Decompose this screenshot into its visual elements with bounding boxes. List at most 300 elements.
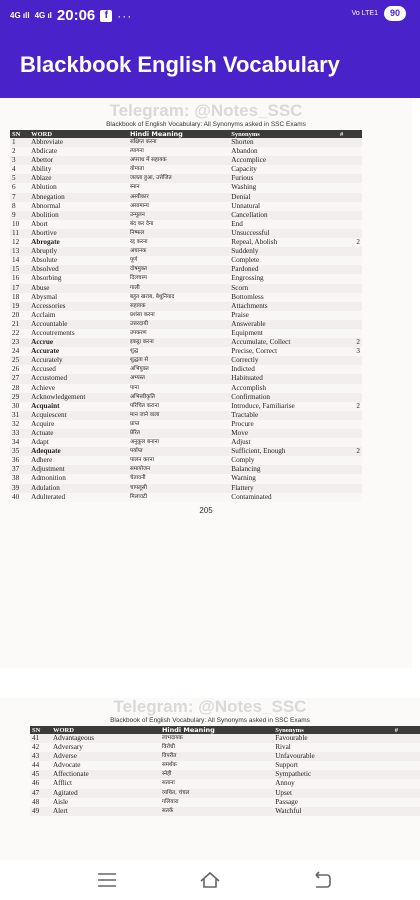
row-synonyms: Complete <box>231 256 260 265</box>
row-sn: 48 <box>32 797 40 806</box>
row-hindi-meaning: प्रशंसा करना <box>129 311 155 318</box>
row-hindi-meaning: पूर्ण <box>129 257 138 264</box>
row-word: Adulation <box>31 483 60 492</box>
row-hindi-meaning: लाभदायक <box>161 735 183 741</box>
row-word: Affectionate <box>52 770 89 779</box>
row-word: Acquiescent <box>31 410 67 419</box>
row-hindi-meaning: बंद कर देना <box>129 220 154 227</box>
row-hindi-meaning: परिचित कराना <box>129 402 159 409</box>
row-sn: 20 <box>12 310 20 319</box>
row-sn: 45 <box>32 770 40 779</box>
row-sn: 40 <box>12 492 20 501</box>
page-subtitle: Blackbook of English Vocabulary: All Synonyms asked in SSC Exams <box>110 717 310 724</box>
row-synonyms: Upset <box>275 788 292 797</box>
row-word: Accoutrements <box>31 328 75 337</box>
row-count <box>338 284 362 293</box>
row-word: Ablution <box>31 183 57 192</box>
table-row <box>10 484 362 493</box>
row-sn: 38 <box>12 474 20 483</box>
row-synonyms: Introduce, Familiarise <box>231 401 295 410</box>
row-synonyms: Accomplice <box>231 156 267 165</box>
row-sn: 23 <box>12 338 20 347</box>
row-synonyms: Pardoned <box>231 265 259 274</box>
row-synonyms: Praise <box>231 310 249 319</box>
row-synonyms: Engrossing <box>231 274 264 283</box>
table-row <box>10 183 362 192</box>
table-row <box>10 374 362 383</box>
row-hindi-meaning: समर्थक <box>161 762 177 769</box>
row-count <box>338 456 362 465</box>
header-count: # <box>340 130 344 138</box>
row-word: Advocate <box>52 761 81 770</box>
row-synonyms: Washing <box>231 183 257 192</box>
row-word: Abbreviate <box>31 138 64 146</box>
row-word: Adulterated <box>31 492 66 501</box>
facebook-icon: f <box>100 10 112 22</box>
row-word: Abort <box>31 219 48 228</box>
row-synonyms: Warning <box>231 474 256 483</box>
row-count <box>338 474 362 483</box>
row-count <box>338 493 362 502</box>
table-row <box>10 211 362 220</box>
row-synonyms: Unfavourable <box>275 752 315 761</box>
row-hindi-meaning: त्यागना <box>129 148 144 155</box>
row-count <box>393 807 420 816</box>
row-sn: 7 <box>12 192 16 201</box>
row-synonyms: Indicted <box>231 365 255 374</box>
header-word: WORD <box>52 726 74 734</box>
row-count <box>338 393 362 402</box>
row-hindi-meaning: विपरीत <box>161 753 177 760</box>
row-synonyms: Procure <box>231 419 254 428</box>
row-count <box>338 411 362 420</box>
row-hindi-meaning: पाना <box>129 384 140 391</box>
row-hindi-meaning: जलता हुआ, उत्तेजित <box>129 175 172 182</box>
table-row <box>10 274 362 283</box>
row-word: Accrue <box>31 338 54 347</box>
row-word: Abnormal <box>31 201 61 210</box>
table-row <box>10 420 362 429</box>
table-row <box>10 220 362 229</box>
row-count <box>338 465 362 474</box>
row-word: Abortive <box>31 228 57 237</box>
vocab-table <box>10 130 362 502</box>
row-hindi-meaning: इकट्ठा करना <box>129 339 154 346</box>
row-count <box>338 193 362 202</box>
row-synonyms: Bottomless <box>231 292 264 301</box>
row-count <box>393 779 420 788</box>
row-hindi-meaning: समायोजन <box>129 466 151 473</box>
table-row <box>10 402 362 411</box>
row-word: Accurate <box>31 347 60 356</box>
row-sn: 26 <box>12 365 20 374</box>
table-row <box>30 807 420 816</box>
table-row <box>10 311 362 320</box>
table-row <box>10 284 362 293</box>
row-word: Abnegation <box>31 192 65 201</box>
row-synonyms: Scorn <box>231 283 249 292</box>
table-row <box>10 293 362 302</box>
row-sn: 32 <box>12 419 20 428</box>
row-sn: 8 <box>12 201 16 210</box>
table-row <box>10 456 362 465</box>
row-sn: 24 <box>12 347 20 356</box>
table-row <box>30 770 420 779</box>
page-image-2 <box>0 698 420 860</box>
row-count <box>393 743 420 752</box>
row-sn: 28 <box>12 383 20 392</box>
row-count <box>338 165 362 174</box>
row-count <box>393 761 420 770</box>
row-sn: 3 <box>12 156 16 165</box>
table-row <box>10 356 362 365</box>
row-count <box>338 138 362 147</box>
row-sn: 36 <box>12 456 20 465</box>
row-synonyms: Correctly <box>231 356 259 365</box>
row-word: Alert <box>52 806 68 815</box>
table-row <box>10 320 362 329</box>
row-word: Adjustment <box>31 465 65 474</box>
row-synonyms: Tractable <box>231 410 259 419</box>
table-row <box>10 229 362 238</box>
row-sn: 18 <box>12 292 20 301</box>
row-sn: 1 <box>12 138 16 146</box>
row-hindi-meaning: दिलचस्प <box>129 275 147 282</box>
table-row <box>10 193 362 202</box>
table-row <box>30 789 420 798</box>
row-hindi-meaning: शुद्धता से <box>129 357 149 364</box>
row-word: Ablaze <box>31 174 52 183</box>
header-count: # <box>394 726 398 734</box>
row-sn: 2 <box>12 147 16 156</box>
row-sn: 12 <box>12 238 20 247</box>
row-count <box>338 484 362 493</box>
table-row <box>10 465 362 474</box>
row-sn: 6 <box>12 183 16 192</box>
row-hindi-meaning: असामान्य <box>129 202 149 209</box>
row-word: Absolved <box>31 265 59 274</box>
row-synonyms: Support <box>275 761 298 770</box>
table-row <box>30 798 420 807</box>
row-hindi-meaning: सतर्क <box>161 807 174 814</box>
table-row <box>10 156 362 165</box>
row-synonyms: Annoy <box>275 779 295 788</box>
row-synonyms: Answerable <box>231 319 266 328</box>
row-synonyms: Attachments <box>231 301 268 310</box>
row-sn: 31 <box>12 410 20 419</box>
row-sn: 43 <box>32 752 40 761</box>
row-sn: 37 <box>12 465 20 474</box>
header-sn: SN <box>12 130 21 138</box>
table-row <box>10 429 362 438</box>
row-word: Acclaim <box>31 310 56 319</box>
header-hindi: Hindi Meaning <box>129 130 183 138</box>
row-count <box>338 329 362 338</box>
watermark: Telegram: @Notes_SSC <box>113 697 307 716</box>
row-sn: 9 <box>12 210 16 219</box>
row-synonyms: Capacity <box>231 165 257 174</box>
row-sn: 21 <box>12 319 20 328</box>
table-row <box>30 752 420 761</box>
row-count: 2 <box>356 238 360 247</box>
row-synonyms: Move <box>231 429 249 437</box>
row-synonyms: Repeal, Abolish <box>231 238 278 247</box>
status-bar <box>0 0 420 32</box>
row-hindi-meaning: गाली <box>129 284 140 291</box>
row-count <box>393 752 420 761</box>
row-synonyms: Abandon <box>231 147 258 156</box>
row-count <box>338 156 362 165</box>
page-image-1 <box>0 98 412 668</box>
row-count <box>338 293 362 302</box>
row-word: Afflict <box>52 779 72 788</box>
header-synonyms: Synonyms <box>231 130 260 138</box>
row-word: Achieve <box>31 383 56 392</box>
row-hindi-meaning: अस्वीकार <box>129 193 149 200</box>
row-count: 2 <box>356 447 360 456</box>
row-sn: 14 <box>12 256 20 265</box>
row-synonyms: Shorten <box>231 138 254 146</box>
row-synonyms: End <box>231 219 243 228</box>
table-row <box>10 347 362 356</box>
row-hindi-meaning: चापलूसी <box>129 484 147 491</box>
row-word: Abrogate <box>31 238 60 247</box>
row-synonyms: Denial <box>231 192 251 201</box>
row-hindi-meaning: अपराध में सहायक <box>129 157 167 164</box>
row-hindi-meaning: सताना <box>161 780 175 787</box>
row-hindi-meaning: अनुकूल बनाना <box>129 439 160 446</box>
page-number: 205 <box>199 505 213 515</box>
row-count <box>338 429 362 438</box>
row-synonyms: Comply <box>231 456 255 465</box>
home-icon[interactable] <box>198 868 222 892</box>
table-row <box>10 447 362 456</box>
row-count <box>338 174 362 183</box>
table-row <box>10 329 362 338</box>
row-word: Adversary <box>52 743 83 752</box>
row-synonyms: Flattery <box>231 483 254 492</box>
row-hindi-meaning: सहायक <box>129 302 146 309</box>
row-sn: 25 <box>12 356 20 365</box>
table-row <box>10 165 362 174</box>
row-count: 2 <box>356 401 360 410</box>
table-row <box>10 247 362 256</box>
row-synonyms: Accomplish <box>231 383 267 392</box>
row-sn: 29 <box>12 392 20 401</box>
row-word: Accessories <box>31 301 66 310</box>
row-sn: 27 <box>12 374 20 383</box>
table-row <box>30 779 420 788</box>
table-row <box>10 493 362 502</box>
row-sn: 30 <box>12 401 20 410</box>
row-sn: 33 <box>12 429 20 437</box>
row-count <box>338 320 362 329</box>
row-synonyms: Sufficient, Enough <box>231 447 286 456</box>
row-synonyms: Passage <box>275 797 298 806</box>
row-sn: 4 <box>12 165 16 174</box>
row-word: Acknowledgement <box>31 392 86 401</box>
row-count <box>338 311 362 320</box>
menu-icon[interactable] <box>95 868 119 892</box>
row-hindi-meaning: अचानक <box>129 248 147 255</box>
row-sn: 17 <box>12 283 20 292</box>
row-hindi-meaning: संक्षिप्त करना <box>129 139 157 145</box>
row-count: 3 <box>356 347 360 356</box>
row-sn: 13 <box>12 247 20 256</box>
table-row <box>10 302 362 311</box>
row-count <box>338 183 362 192</box>
row-sn: 42 <box>32 743 40 752</box>
row-hindi-meaning: प्रेरित <box>129 430 140 436</box>
header-word: WORD <box>31 130 53 138</box>
table-row <box>10 338 362 347</box>
row-sn: 19 <box>12 301 20 310</box>
row-hindi-meaning: मिलावटी <box>129 493 148 500</box>
system-nav-bar <box>0 860 420 900</box>
row-count <box>338 365 362 374</box>
row-word: Adhere <box>31 456 53 465</box>
row-count <box>338 274 362 283</box>
row-word: Aisle <box>52 797 69 806</box>
row-count <box>338 265 362 274</box>
row-count <box>338 384 362 393</box>
row-hindi-meaning: बहुत खराब, बेथुनियाद <box>129 293 175 300</box>
row-hindi-meaning: योग्यता <box>129 166 144 173</box>
row-synonyms: Unnatural <box>231 201 261 210</box>
row-word: Adverse <box>52 752 77 761</box>
row-synonyms: Contaminated <box>231 492 272 501</box>
row-synonyms: Habituated <box>231 374 263 383</box>
row-sn: 10 <box>12 219 20 228</box>
row-hindi-meaning: शुद्ध <box>129 348 139 355</box>
row-word: Acquire <box>31 419 55 428</box>
table-row <box>10 202 362 211</box>
table-row <box>10 265 362 274</box>
row-sn: 5 <box>12 174 16 183</box>
row-count <box>338 220 362 229</box>
row-word: Abdicate <box>31 147 58 156</box>
table-row <box>10 256 362 265</box>
row-synonyms: Cancellation <box>231 210 268 219</box>
row-word: Advantageous <box>52 734 95 742</box>
watermark: Telegram: @Notes_SSC <box>109 101 303 120</box>
row-count <box>338 202 362 211</box>
row-synonyms: Unsuccessful <box>231 228 270 237</box>
row-synonyms: Equipment <box>231 328 263 337</box>
row-count <box>393 798 420 807</box>
row-word: Abysmal <box>31 292 58 301</box>
row-count <box>393 734 420 743</box>
row-word: Absorbing <box>31 274 62 283</box>
row-hindi-meaning: रद्द करना <box>129 239 148 246</box>
row-hindi-meaning: चेतावनी <box>129 475 146 482</box>
battery-icon: 90 <box>384 6 406 21</box>
row-synonyms: Balancing <box>231 465 261 474</box>
row-count <box>338 438 362 447</box>
page-subtitle: Blackbook of English Vocabulary: All Synonyms asked in SSC Exams <box>106 121 306 128</box>
row-count <box>393 770 420 779</box>
row-hindi-meaning: अभियुक्त <box>129 366 149 373</box>
row-word: Accused <box>31 365 56 374</box>
table-row <box>10 174 362 183</box>
row-word: Abuse <box>31 283 50 292</box>
row-synonyms: Watchful <box>275 806 302 815</box>
row-hindi-meaning: दोषमुक्त <box>129 266 147 273</box>
app-title: Blackbook English Vocabulary <box>20 52 340 77</box>
row-synonyms: Precise, Correct <box>231 347 278 356</box>
row-hindi-meaning: निष्फल <box>129 229 145 236</box>
row-sn: 22 <box>12 328 20 337</box>
row-sn: 49 <box>32 806 40 815</box>
row-word: Adapt <box>31 438 49 447</box>
row-hindi-meaning: पर्याप्त <box>129 448 143 455</box>
row-word: Ability <box>31 165 52 174</box>
signal-icon-2: 4G ıl <box>34 10 52 20</box>
table-header <box>10 130 362 138</box>
row-synonyms: Sympathetic <box>275 770 312 779</box>
row-hindi-meaning: व्यथित, चंचल <box>161 789 190 796</box>
table-row <box>10 438 362 447</box>
row-hindi-meaning: गलियारा <box>161 798 179 805</box>
row-sn: 47 <box>32 788 40 797</box>
table-row <box>10 238 362 247</box>
row-word: Adequate <box>31 447 61 456</box>
document-viewer[interactable] <box>0 98 420 860</box>
row-count: 2 <box>356 338 360 347</box>
row-sn: 35 <box>12 447 20 456</box>
row-word: Accustomed <box>31 374 68 383</box>
row-count <box>338 247 362 256</box>
row-sn: 11 <box>12 228 19 237</box>
clock: 20:06 <box>56 7 96 24</box>
row-synonyms: Confirmation <box>231 392 271 401</box>
row-word: Acquaint <box>31 401 60 410</box>
row-count <box>338 147 362 156</box>
row-word: Abettor <box>31 156 54 165</box>
row-count <box>338 302 362 311</box>
volte-icon: Vo LTE1 <box>351 9 378 17</box>
table-row <box>10 138 362 147</box>
row-count <box>338 356 362 365</box>
table-row <box>10 147 362 156</box>
row-count <box>338 211 362 220</box>
row-word: Agitated <box>52 788 78 797</box>
row-sn: 46 <box>32 779 40 788</box>
signal-icon: 4G ıll <box>10 10 30 20</box>
row-count <box>338 420 362 429</box>
row-hindi-meaning: प्राप्त <box>129 420 140 427</box>
table-row <box>10 474 362 483</box>
row-word: Absolute <box>31 256 58 265</box>
table-row <box>10 411 362 420</box>
table-row <box>30 761 420 770</box>
table-row <box>10 384 362 393</box>
row-hindi-meaning: अभ्यस्त <box>129 375 145 382</box>
row-word: Actuate <box>31 429 54 437</box>
row-synonyms: Rival <box>275 743 291 752</box>
row-count <box>338 374 362 383</box>
back-icon[interactable] <box>310 868 334 892</box>
row-word: Admonition <box>31 474 66 483</box>
row-count <box>393 789 420 798</box>
row-word: Abruptly <box>31 247 58 256</box>
row-synonyms: Adjust <box>231 438 251 447</box>
table-header <box>30 726 420 734</box>
row-sn: 39 <box>12 483 20 492</box>
header-synonyms: Synonyms <box>275 726 304 734</box>
row-sn: 44 <box>32 761 40 770</box>
row-hindi-meaning: स्नेही <box>161 771 172 778</box>
